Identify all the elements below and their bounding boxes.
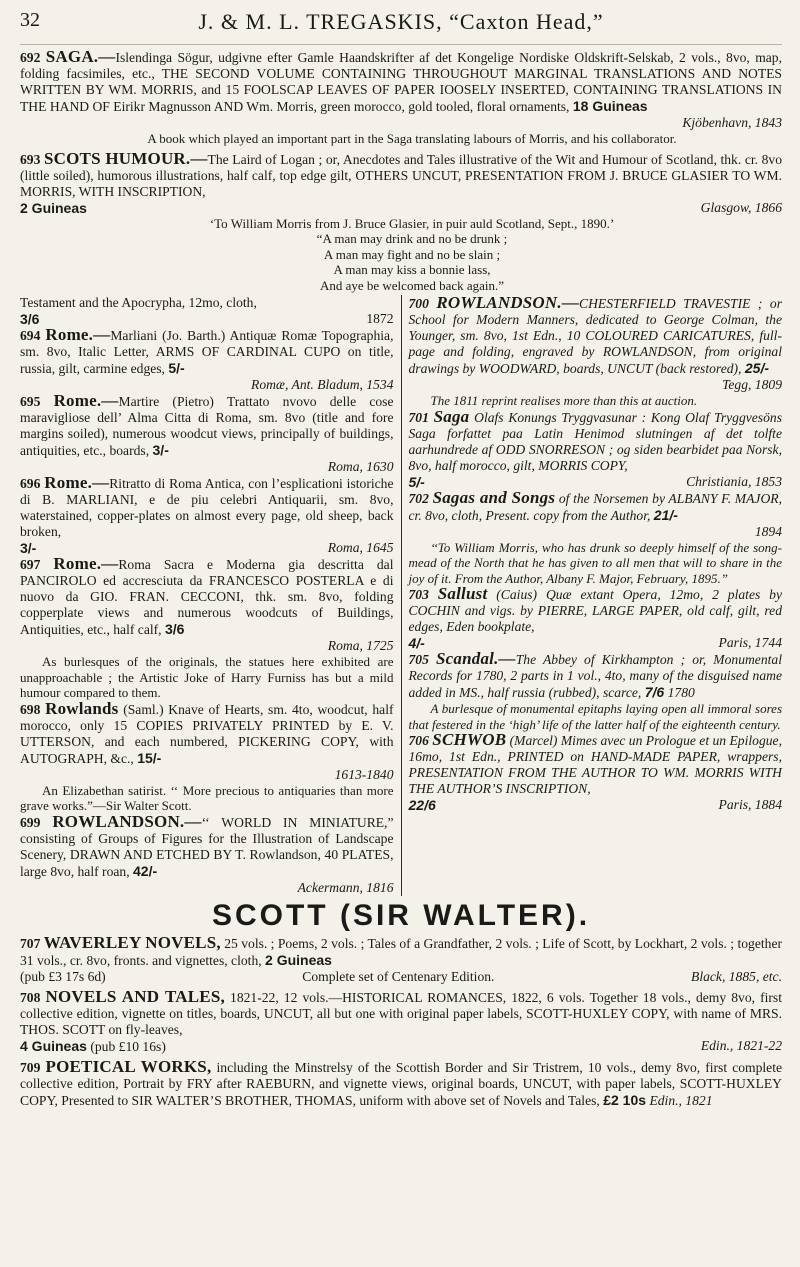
entry-heading: SCOTS HUMOUR.— <box>43 148 208 168</box>
entry-imprint: 1894 <box>754 523 782 539</box>
entry-text: Roma Sacra e Moderna gia descritta dal PANCIROLO ed accresciuta da FRANCESCO POSTERLA e di nuovo da GIO. FRAN. CECCONI, thk. sm. 8vo, folding copperplate views and numerous woodcuts of Buildings, Antiquities, etc., half calf, <box>20 557 394 637</box>
entry-703 <box>409 586 783 651</box>
entry-text: 1821-22, 12 vols.—HISTORICAL ROMANCES, 1822, 6 vols. Together 18 vols., demy 8vo, first collective edition, vignette on titles, boards, UNCUT, all but one with original paper labels, SCOTT-HUXLEY COPY, with name of MRS. THOS. SCOTT on fly-leaves, <box>20 989 782 1037</box>
edition-note: Complete set of Centenary Edition. <box>302 968 495 984</box>
entry-number: 700 <box>408 296 429 311</box>
entry-note: A burlesque of monumental epitaphs laying open all immoral sores that festered in the ‘high’ life of the latter half of the eighteenth century. <box>408 701 782 732</box>
entry-heading: Saga <box>433 406 470 426</box>
verse-line: A man may kiss a bonnie lass, <box>333 262 491 277</box>
entry-705 <box>409 651 783 732</box>
entry-price: 15/- <box>137 749 162 766</box>
entry-price: 3/6 <box>20 311 40 327</box>
entry-imprint: Kjöbenhavn, 1843 <box>682 115 782 130</box>
entry-number: 696 <box>20 476 41 491</box>
entry-imprint: Romæ, Ant. Bladum, 1534 <box>251 377 394 392</box>
entry-text: 25 vols. ; Poems, 2 vols. ; Tales of a Grandfather, 2 vols. ; Life of Scott, by Lockhart, 2 vols. ; together 31 vols., cr. 8vo, fronts. and vignettes, cloth, <box>20 935 783 968</box>
entry-number: 708 <box>20 989 41 1005</box>
entry-price: 7/6 <box>644 684 665 700</box>
entry-number: 698 <box>20 701 41 717</box>
entry-text: ‘‘ WORLD IN MINIATURE,” consisting of Groups of Figures for the Illustration of Landscape Scenery, DRAWN AND ETCHED BY T. Rowlandson, 40 PLATES, large 8vo, half roan, <box>20 814 394 879</box>
entry-text: Olafs Konungs Tryggvasunar : Kong Olaf Tryggvesöns Saga forfattet paa Latin Henimod slutningen af det tolfte aarhundrede af ODD SNORRESON ; og siden bearbidet paa Norsk, 8vo, half morocco, gilt, MORRIS COPY, <box>408 409 782 473</box>
entry-price: £2 10s <box>603 1091 647 1108</box>
entry-number: 701 <box>408 409 429 425</box>
catalogue-page <box>20 0 782 1267</box>
entry-imprint: Paris, 1884 <box>718 797 782 812</box>
entry-price: 18 Guineas <box>572 98 648 114</box>
entry-695 <box>20 393 394 475</box>
entry-number: 702 <box>408 490 429 506</box>
entry-702 <box>408 487 783 587</box>
entry-text: (Caius) Quæ extant Opera, 12mo, 2 plates by COCHIN and vigs. by PIERRE, LARGE PAPER, old calf, gilt, red edges, Eden bookplate, <box>408 587 782 634</box>
entry-number: 697 <box>20 557 41 572</box>
entry-heading: ROWLANDSON.— <box>52 811 202 831</box>
entry-699 <box>20 811 394 896</box>
entry-price: 25/- <box>744 360 769 376</box>
entry-heading: Sagas and Songs <box>432 487 556 507</box>
entry-700 <box>409 295 783 409</box>
entry-text: including the Minstrelsy of the Scottish Border and Sir Tristrem, 10 vols., demy 8vo, first complete collective edition, Portrait by FRY after RAEBURN, and vignette views, original boards, UNCUT, with paper labels, SCOTT-HUXLEY COPY, Presented to SIR WALTER’S BROTHER, THOMAS, uniform with above set of Novels and Tales, <box>20 1059 783 1108</box>
entry-706 <box>409 732 783 813</box>
entry-price: 3/- <box>20 540 37 556</box>
entry-price: 42/- <box>133 862 158 879</box>
entry-note: A book which played an important part in the Saga translating labours of Morris, and his collaborator. <box>147 131 677 146</box>
right-column <box>402 295 783 896</box>
entry-701 <box>408 406 783 490</box>
entry-price: 2 Guineas <box>265 951 332 968</box>
entry-imprint: Edin., 1821 <box>649 1092 713 1108</box>
entry-number: 693 <box>20 151 41 167</box>
entry-text: CHESTERFIELD TRAVESTIE ; or School for Modern Manners, dedicated to George Colman, the Younger, sm. 8vo, 1st Edn., 10 COLOURED CARICATURES, full-page and folding, engraved by ROWLANDSON, from original drawings by WOODWARD, boards, UNCUT (back restored), <box>408 296 782 376</box>
entry-text: The Abbey of Kirkhampton ; or, Monumental Records for 1780, 2 parts in 1 vol., 4to, many of the disguised name added in MS., half russia (rubbed), scarce, <box>408 652 782 700</box>
entry-693 <box>20 148 782 294</box>
section-heading: SCOTT (SIR WALTER). <box>211 898 591 932</box>
entry-707 <box>20 932 783 985</box>
entry-imprint: Christiania, 1853 <box>686 473 782 489</box>
entry-heading: NOVELS AND TALES, <box>45 986 225 1006</box>
page-number: 32 <box>20 9 40 31</box>
entry-heading: WAVERLEY NOVELS, <box>43 932 221 952</box>
page-header <box>20 0 782 45</box>
entry-imprint: Glasgow, 1866 <box>700 199 782 215</box>
entry-number: 695 <box>20 394 41 409</box>
entry-heading: Rome.— <box>45 325 111 344</box>
entry-number: 692 <box>20 50 41 65</box>
entry-imprint: 1613-1840 <box>334 766 394 782</box>
entry-heading: Rome.— <box>44 473 110 492</box>
entry-imprint: 1780 <box>667 685 695 700</box>
entry-text: Ritratto di Roma Antica, con l’esplicationi istoriche di B. MARLIANI, e de piu celebri Antiquarii, sm. 8vo, waterstained, copper-plates on almost every page, old sheep, back broken, <box>20 476 394 539</box>
entry-text: (Saml.) Knave of Hearts, sm. 4to, woodcut, half morocco, only 15 COPIES PRIVATELY PRINTED by E. V. UTTERSON, and each numbered, PICKERING COPY, with AUTOGRAPH, &c., <box>20 701 394 766</box>
entry-price: 4/- <box>408 635 425 651</box>
entry-note: An Elizabethan satirist. ‘‘ More precious to antiquaries than more grave works.”—Sir Walter Scott. <box>20 782 394 813</box>
entry-note: ‘‘To William Morris, who has drunk so deeply himself of the song-mead of the North that he has given to all men that will to share in the joy of it. From the Author, Albany F. Major, February, 1895.” <box>408 539 782 586</box>
entry-number: 703 <box>408 587 429 602</box>
entry-price: 5/- <box>168 360 185 376</box>
entry-price: 3/6 <box>164 621 185 637</box>
entry-text: Martire (Pietro) Trattato nvovo delle cose maravigliose dell’ Alma Citta di Roma, sm. 8vo (title and fore margins soiled), numerous woodcut views, principally of buildings, antiquities, etc., boards, <box>20 394 394 458</box>
entry-imprint: Roma, 1725 <box>327 638 394 653</box>
publication-price: (pub £3 17s 6d) <box>20 968 106 984</box>
entry-heading: Rome.— <box>53 554 119 573</box>
entry-heading: SCHWOB <box>432 730 507 749</box>
two-column-listing <box>20 295 782 896</box>
entry-text: Islendinga Sögur, udgivne efter Gamle Haandskrifter af det Kongelige Nordiske Oldskrift-Selskab, 2 vols., 8vo, map, folding facsimiles, etc., THE SECOND VOLUME CONTAINING THROUGHOUT MARGINAL TRANSLATIONS AND NOTES WRITTEN BY WM. MORRIS, and 15 FOOLSCAP LEAVES OF PAPER IOOSELY INSERTED, CONTAINING TRANSLATIONS IN THE HAND OF Eirikr Magnusson AND Wm. Morris, green morocco, gold tooled, floral ornaments, <box>20 50 782 114</box>
entry-heading: Rowlands <box>45 698 119 718</box>
entry-imprint: Edin., 1821-22 <box>700 1037 782 1053</box>
entry-imprint: Paris, 1744 <box>718 635 782 650</box>
running-head: J. & M. L. TREGASKIS, “Caxton Head,” <box>198 9 604 34</box>
entry-number: 706 <box>408 733 429 748</box>
publication-price: (pub £10 16s) <box>90 1038 166 1054</box>
left-column <box>20 295 402 896</box>
entry-number: 705 <box>408 652 429 667</box>
entry-text: The Laird of Logan ; or, Anecdotes and Tales illustrative of the Wit and Humour of Scotland, thk. cr. 8vo (little soiled), humorous illustrations, half calf, top edge gilt, OTHERS UNCUT, PRESENTATION FROM J. BRUCE GLASIER TO WM. MORRIS, WITH INSCRIPTION, <box>20 151 782 199</box>
entry-price: 2 Guineas <box>20 199 87 216</box>
entry-heading: Rome.— <box>53 391 119 410</box>
entry-696 <box>20 475 394 556</box>
verse-line: And aye be welcomed back again.” <box>319 277 505 293</box>
entry-price: 22/6 <box>408 797 436 813</box>
entry-heading: Scandal.— <box>436 649 516 668</box>
entry-heading: POETICAL WORKS, <box>45 1056 212 1076</box>
entry-note: The 1811 reprint realises more than this at auction. <box>430 393 698 408</box>
entry-note: As burlesques of the originals, the statues here exhibited are unapproachable ; the Artistic Joke of Harry Furniss has but a mild humour compared to them. <box>20 654 394 700</box>
entry-709 <box>20 1056 783 1109</box>
entry-text: Marliani (Jo. Barth.) Antiquæ Romæ Topographia, sm. 8vo, Italic Letter, ARMS OF CARDINAL CUPO on title, russia, gilt, carmine edges, <box>20 328 394 376</box>
verse-line: “A man may drink and no be drunk ; <box>316 231 508 246</box>
entry-heading: Sallust <box>437 584 488 603</box>
entry-number: 694 <box>20 328 41 343</box>
entry-694 <box>20 327 394 393</box>
entry-number: 709 <box>20 1059 41 1075</box>
entry-number: 707 <box>20 935 41 951</box>
entry-imprint: Ackermann, 1816 <box>297 879 394 895</box>
entry-imprint: Roma, 1645 <box>327 540 394 555</box>
verse-line: A man may fight and no be slain ; <box>323 246 501 262</box>
entry-heading: SAGA.— <box>45 47 116 66</box>
entry-price: 4 Guineas <box>20 1037 87 1054</box>
entry-price: 3/- <box>152 442 169 458</box>
entry-imprint: Roma, 1630 <box>327 459 394 474</box>
entry-imprint: 1872 <box>366 311 394 326</box>
entry-708 <box>20 986 782 1055</box>
entry-imprint: Black, 1885, etc. <box>691 968 782 984</box>
entry-price: 5/- <box>408 473 425 490</box>
entry-heading: ROWLANDSON.— <box>436 293 580 312</box>
entry-price: 21/- <box>653 506 678 523</box>
inscription-line: ‘To William Morris from J. Bruce Glasier, in puir auld Scotland, Sept., 1890.’ <box>209 215 615 231</box>
continued-entry-text: Testament and the Apocrypha, 12mo, cloth, <box>20 295 257 310</box>
entry-text: of the Norsemen by ALBANY F. MAJOR, cr. 8vo, cloth, Present. copy from the Author, <box>408 490 782 523</box>
entry-697 <box>20 556 394 701</box>
entry-698 <box>20 698 394 814</box>
entry-692 <box>20 49 782 147</box>
entry-text: (Marcel) Mimes avec un Prologue et un Epilogue, 16mo, 1st Edn., PRINTED on HAND-MADE PAPER, wrappers, PRESENTATION FROM THE AUTHOR TO WM. MORRIS WITH THE AUTHOR’S INSCRIPTION, <box>408 733 782 796</box>
entry-imprint: Tegg, 1809 <box>722 377 782 392</box>
entry-number: 699 <box>20 814 41 830</box>
